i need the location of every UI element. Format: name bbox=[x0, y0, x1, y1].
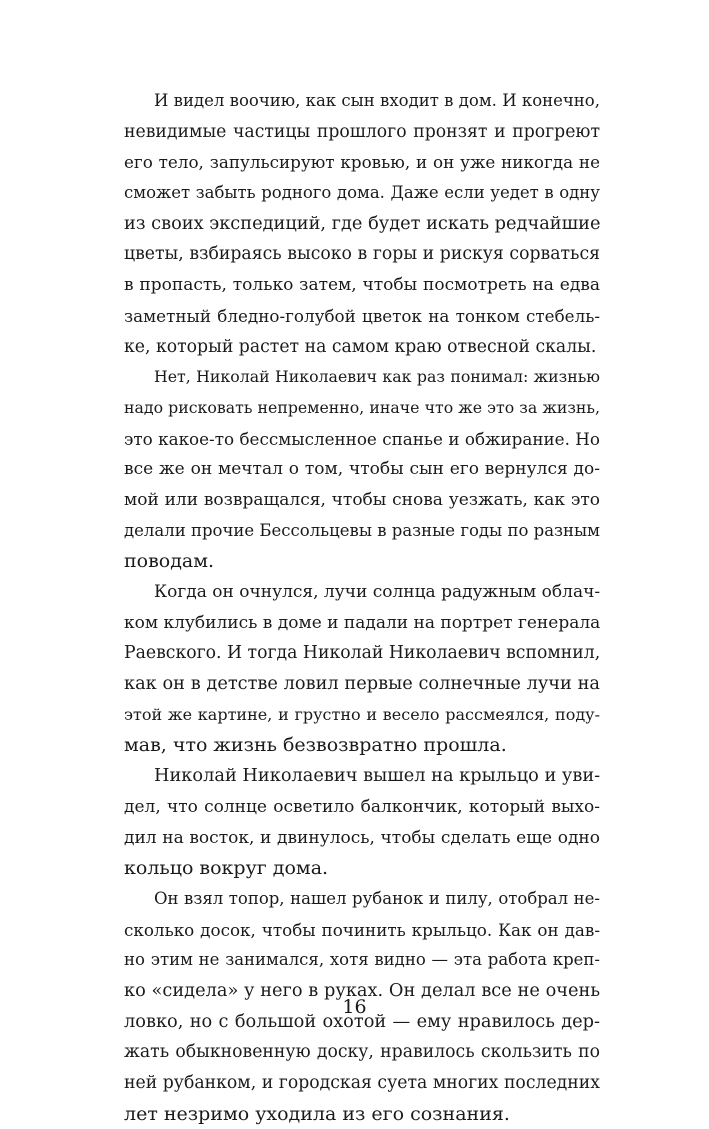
text-line: из своих экспедиций, где будет искать редчайшие bbox=[124, 213, 601, 234]
text-line: Он взял топор, нашел рубанок и пилу, отобрал не- bbox=[154, 888, 600, 908]
text-line: ко «сидела» у него в руках. Он делал все не очень bbox=[124, 980, 600, 1001]
text-line: его тело, запульсируют кровью, и он уже никогда не bbox=[124, 152, 600, 173]
text-line: сможет забыть родного дома. Даже если уедет в одну bbox=[124, 183, 600, 203]
text-line: дил на восток, и двинулось, чтобы сделать еще одно bbox=[124, 827, 600, 848]
paragraph-2 bbox=[124, 362, 600, 577]
text-line: Николай Николаевич вышел на крыльцо и уви- bbox=[154, 766, 601, 787]
text-line: мав, что жизнь безвозвратно прошла. bbox=[124, 734, 507, 757]
paragraph-1 bbox=[124, 86, 600, 362]
text-line: ком клубились в доме и падали на портрет генерала bbox=[124, 612, 601, 633]
text-line: сколько досок, чтобы починить крыльцо. Как он дав- bbox=[124, 919, 600, 940]
text-line: ней рубанком, и городская суета многих последних bbox=[124, 1073, 600, 1093]
text-line: но этим не занимался, хотя видно — эта работа креп- bbox=[124, 950, 600, 970]
text-line: этой же картине, и грустно и весело рассмеялся, поду- bbox=[124, 704, 600, 724]
paragraph-3 bbox=[124, 577, 600, 761]
text-line: мой или возвращался, чтобы снова уезжать, как это bbox=[124, 489, 600, 510]
text-line: И видел воочию, как сын входит в дом. И конечно, bbox=[154, 91, 600, 110]
text-line: надо рисковать непременно, иначе что же это за жизнь, bbox=[124, 397, 600, 417]
text-line: все же он мечтал о том, чтобы сын его вернулся до- bbox=[124, 459, 600, 480]
text-line: цветы, взбираясь высоко в горы и рискуя сорваться bbox=[124, 244, 600, 265]
text-line: как он в детстве ловил первые солнечные лучи на bbox=[124, 674, 600, 695]
text-line: лет незримо уходила из его сознания. bbox=[124, 1102, 510, 1125]
text-line: заметный бледно-голубой цветок на тонком стебель- bbox=[124, 305, 600, 326]
text-line: жать обыкновенную доску, нравилось скользить по bbox=[124, 1042, 600, 1063]
text-line: кольцо вокруг дома. bbox=[124, 857, 329, 880]
text-line: Раевского. И тогда Николай Николаевич вспомнил, bbox=[124, 643, 601, 664]
body-text bbox=[124, 86, 600, 1129]
page-number: 16 bbox=[342, 996, 367, 1018]
paragraph-4 bbox=[124, 761, 600, 884]
text-line: Когда он очнулся, лучи солнца радужным облач- bbox=[154, 582, 601, 602]
text-line: Нет, Николай Николаевич как раз понимал: жизнью bbox=[154, 367, 600, 387]
text-line: это какое-то бессмысленное спанье и обжирание. Но bbox=[124, 428, 600, 449]
text-line: ке, который растет на самом краю отвесной скалы. bbox=[124, 336, 597, 357]
text-line: ловко, но с большой охотой — ему нравилось дер- bbox=[124, 1011, 600, 1032]
text-line: дел, что солнце осветило балкончик, который выхо- bbox=[124, 796, 600, 817]
text-line: невидимые частицы прошлого пронзят и прогреют bbox=[124, 121, 600, 142]
text-line: делали прочие Бессольцевы в разные годы по разным bbox=[124, 520, 600, 540]
text-line: поводам. bbox=[124, 550, 215, 573]
text-line: в пропасть, только затем, чтобы посмотреть на едва bbox=[124, 275, 600, 296]
